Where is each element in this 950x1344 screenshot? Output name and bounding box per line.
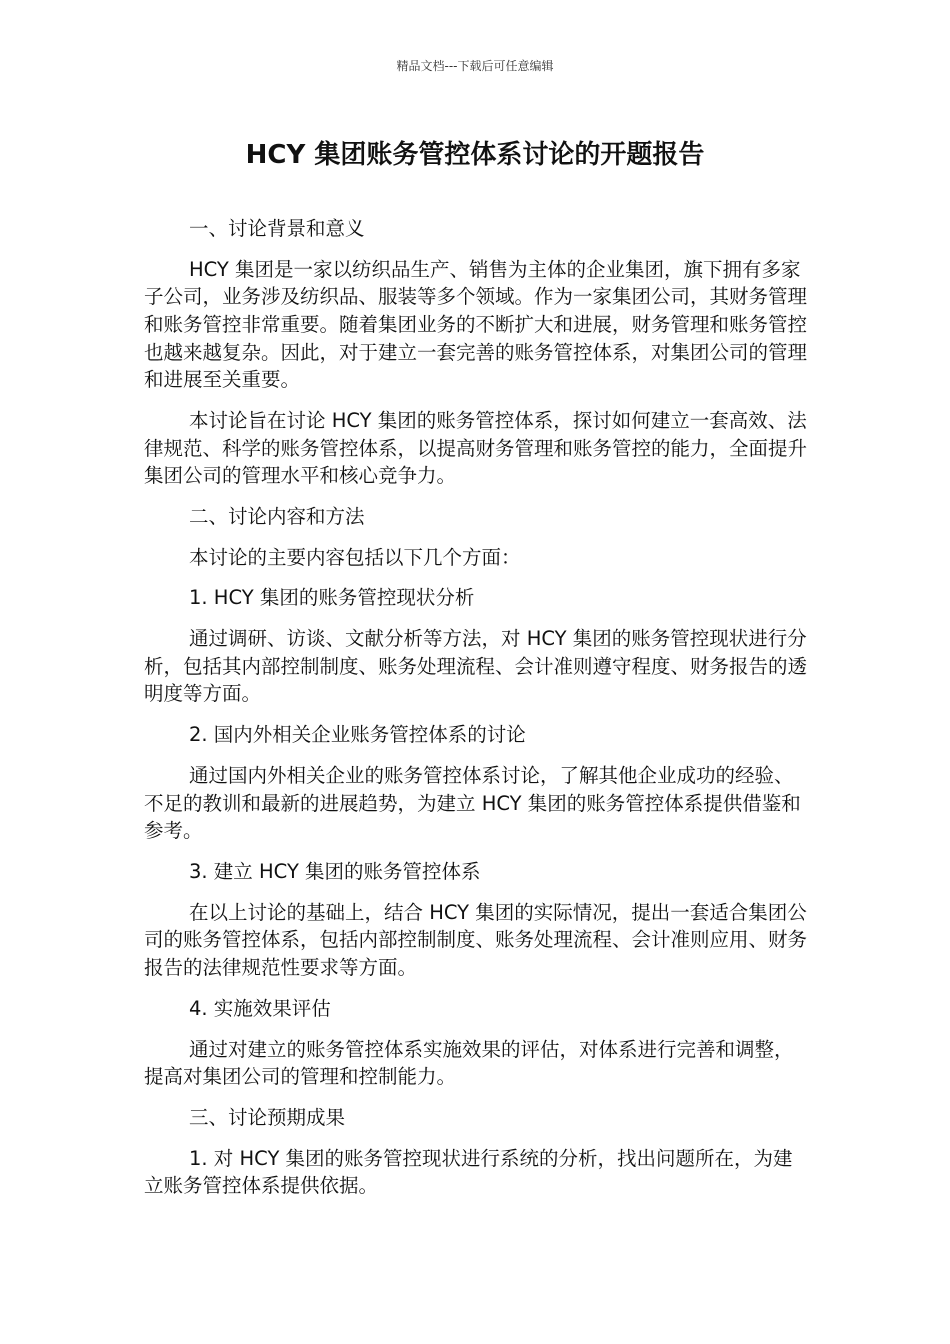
section-heading-content-methods: 二、讨论内容和方法 [189, 504, 365, 528]
paragraph-related-systems: 通过国内外相关企业的账务管控体系讨论，了解其他企业成功的经验、不足的教训和最新的进展趋势，为建立 HCY 集团的账务管控体系提供借鉴和参考。 [144, 764, 801, 843]
subheading-related-systems: 2. 国内外相关企业账务管控体系的讨论 [189, 723, 526, 747]
subheading-current-status: 1. HCY 集团的账务管控现状分析 [189, 586, 475, 610]
paragraph-evaluation: 通过对建立的账务管控体系实施效果的评估，对体系进行完善和调整，提高对集团公司的管理和控制能力。 [144, 1037, 794, 1089]
page-header-note: 精品文档---下载后可任意编辑 [396, 59, 554, 73]
paragraph-content-intro: 本讨论的主要内容包括以下几个方面： [189, 545, 521, 569]
section-heading-background: 一、讨论背景和意义 [189, 217, 365, 240]
subheading-evaluation: 4. 实施效果评估 [189, 996, 331, 1020]
document-body [144, 215, 808, 1213]
document-title: HCY 集团账务管控体系讨论的开题报告 [245, 140, 705, 170]
paragraph-company-intro: HCY 集团是一家以纺织品生产、销售为主体的企业集团，旗下拥有多家子公司，业务涉及纺织品、服装等多个领域。作为一家集团公司，其财务管理和账务管控非常重要。随着集团业务的不断扩大和进展，财务管理和账务管控也越来越复杂。因此，对于建立一套完善的账务管控体系，对集团公司的管理和进展至关重要。 [144, 257, 808, 392]
paragraph-current-status: 通过调研、访谈、文献分析等方法，对 HCY 集团的账务管控现状进行分析，包括其内部控制制度、账务处理流程、会计准则遵守程度、财务报告的透明度等方面。 [144, 627, 808, 706]
section-heading-expected-results: 三、讨论预期成果 [189, 1105, 346, 1129]
paragraph-build-system: 在以上讨论的基础上，结合 HCY 集团的实际情况，提出一套适合集团公司的账务管控体系，包括内部控制制度、账务处理流程、会计准则应用、财务报告的法律规范性要求等方面。 [144, 900, 808, 979]
paragraph-expected-result-1: 1. 对 HCY 集团的账务管控现状进行系统的分析，找出问题所在，为建立账务管控体系提供依据。 [144, 1146, 793, 1198]
subheading-build-system: 3. 建立 HCY 集团的账务管控体系 [189, 859, 481, 883]
paragraph-purpose: 本讨论旨在讨论 HCY 集团的账务管控体系，探讨如何建立一套高效、法律规范、科学的账务管控体系，以提高财务管理和账务管控的能力，全面提升集团公司的管理水平和核心竞争力。 [144, 408, 808, 488]
